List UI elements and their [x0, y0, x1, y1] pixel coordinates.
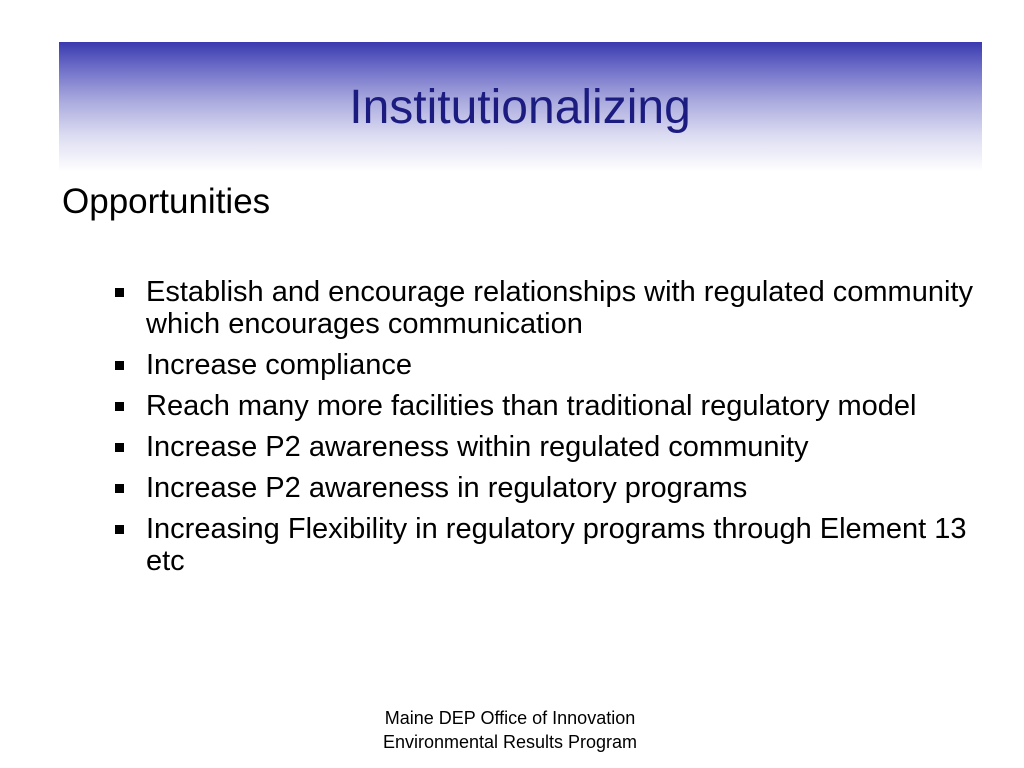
bullet-text: Increase compliance [146, 349, 412, 381]
bullet-text: Increase P2 awareness within regulated community [146, 431, 809, 463]
footer-organization: Maine DEP Office of Innovation [384, 708, 636, 728]
square-bullet-icon [115, 361, 124, 370]
bullet-text: Increasing Flexibility in regulatory programs through Element 13 etc [146, 513, 967, 577]
slide-title: Institutionalizing [349, 81, 691, 134]
bullet-item [112, 349, 992, 381]
section-heading: Opportunities [62, 182, 271, 221]
bullet-list [112, 276, 992, 586]
slide-footer [0, 706, 1020, 754]
square-bullet-icon [115, 443, 124, 452]
bullet-text: Increase P2 awareness in regulatory programs [146, 472, 748, 504]
footer-program: Environmental Results Program [382, 732, 638, 752]
bullet-text: Reach many more facilities than traditional regulatory model [146, 390, 917, 422]
bullet-item [112, 276, 992, 340]
square-bullet-icon [115, 525, 124, 534]
square-bullet-icon [115, 484, 124, 493]
bullet-text: Establish and encourage relationships with regulated community which encourages communication [146, 276, 973, 340]
bullet-item [112, 472, 992, 504]
bullet-item [112, 390, 992, 422]
bullet-item [112, 513, 992, 577]
square-bullet-icon [115, 288, 124, 297]
square-bullet-icon [115, 402, 124, 411]
bullet-item [112, 431, 992, 463]
